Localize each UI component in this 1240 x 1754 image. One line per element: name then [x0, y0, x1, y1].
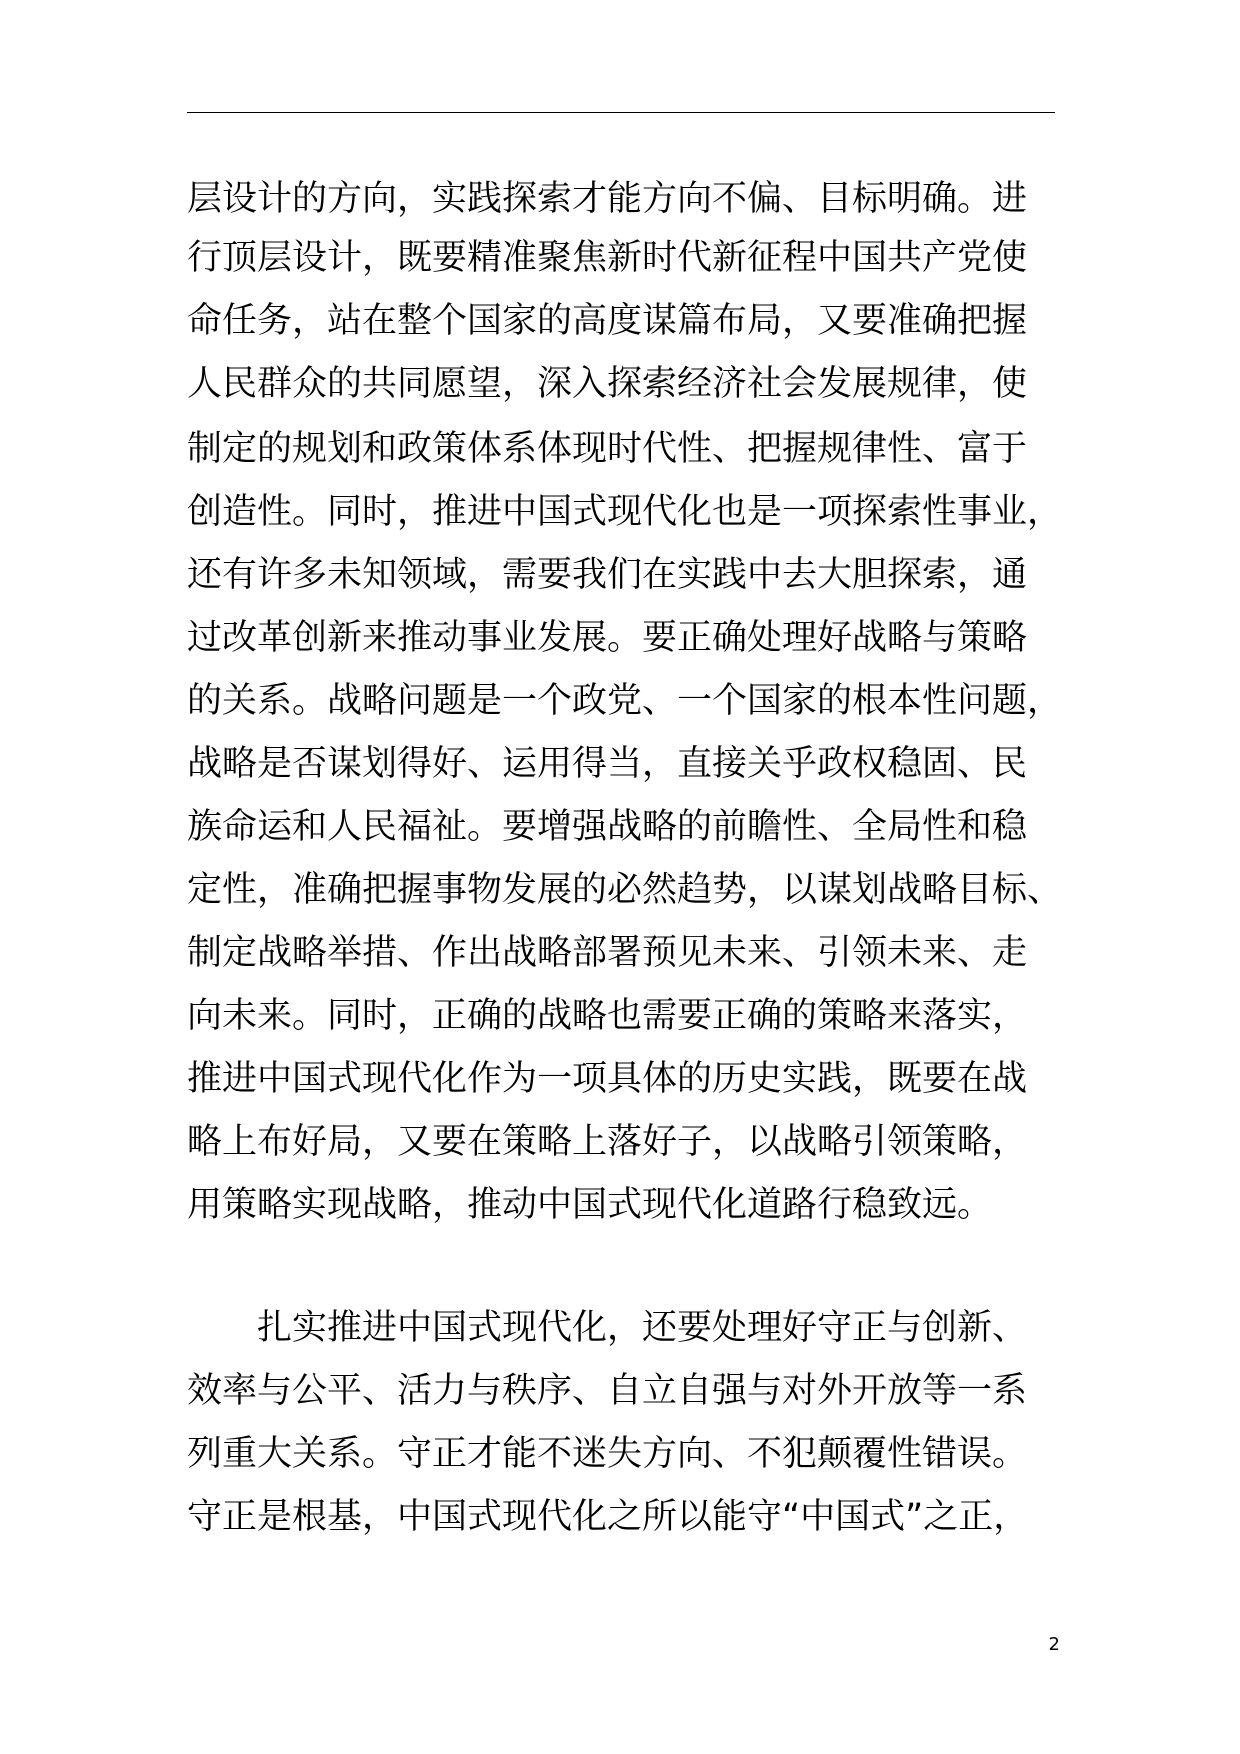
text-line: 层设计的方向，实践探索才能方向不偏、目标明确。进 [187, 179, 1028, 219]
text-line: 制定战略举措、作出战略部署预见未来、引领未来、走 [187, 933, 1028, 973]
text-line: 战略是否谋划得好、运用得当，直接关乎政权稳固、民 [187, 744, 1028, 784]
text-line: 命任务，站在整个国家的高度谋篇布局，又要准确把握 [187, 301, 1028, 341]
page-number: 2 [1048, 1634, 1060, 1655]
text-line: 推进中国式现代化作为一项具体的历史实践，既要在战 [187, 1059, 1028, 1099]
text-line: 创造性。同时，推进中国式现代化也是一项探索性事业， [187, 492, 1063, 532]
text-line: 还有许多未知领域，需要我们在实践中去大胆探索，通 [187, 555, 1028, 595]
text-line: 定性，准确把握事物发展的必然趋势，以谋划战略目标、 [187, 870, 1063, 910]
paragraph-first-line: 扎实推进中国式现代化，还要处理好守正与创新、 [187, 1308, 1028, 1348]
text-line: 守正是根基，中国式现代化之所以能守“中国式”之正， [187, 1497, 1029, 1537]
text-line: 略上布好局，又要在策略上落好子，以战略引领策略， [187, 1122, 1028, 1162]
text-line: 向未来。同时，正确的战略也需要正确的策略来落实， [187, 996, 1028, 1036]
text-line: 过改革创新来推动事业发展。要正确处理好战略与策略 [187, 618, 1028, 658]
text-line: 列重大关系。守正才能不迷失方向、不犯颠覆性错误。 [187, 1434, 1028, 1474]
text-line: 用策略实现战略，推动中国式现代化道路行稳致远。 [187, 1185, 993, 1225]
text-line: 行顶层设计，既要精准聚焦新时代新征程中国共产党使 [187, 238, 1028, 278]
text-line: 制定的规划和政策体系体现时代性、把握规律性、富于 [187, 429, 1028, 469]
text-line: 人民群众的共同愿望，深入探索经济社会发展规律，使 [187, 364, 1028, 404]
text-line: 的关系。战略问题是一个政党、一个国家的根本性问题， [187, 681, 1063, 721]
text-line: 效率与公平、活力与秩序、自立自强与对外开放等一系 [187, 1371, 1028, 1411]
text-line: 族命运和人民福祉。要增强战略的前瞻性、全局性和稳 [187, 807, 1028, 847]
header-rule [187, 112, 1055, 113]
